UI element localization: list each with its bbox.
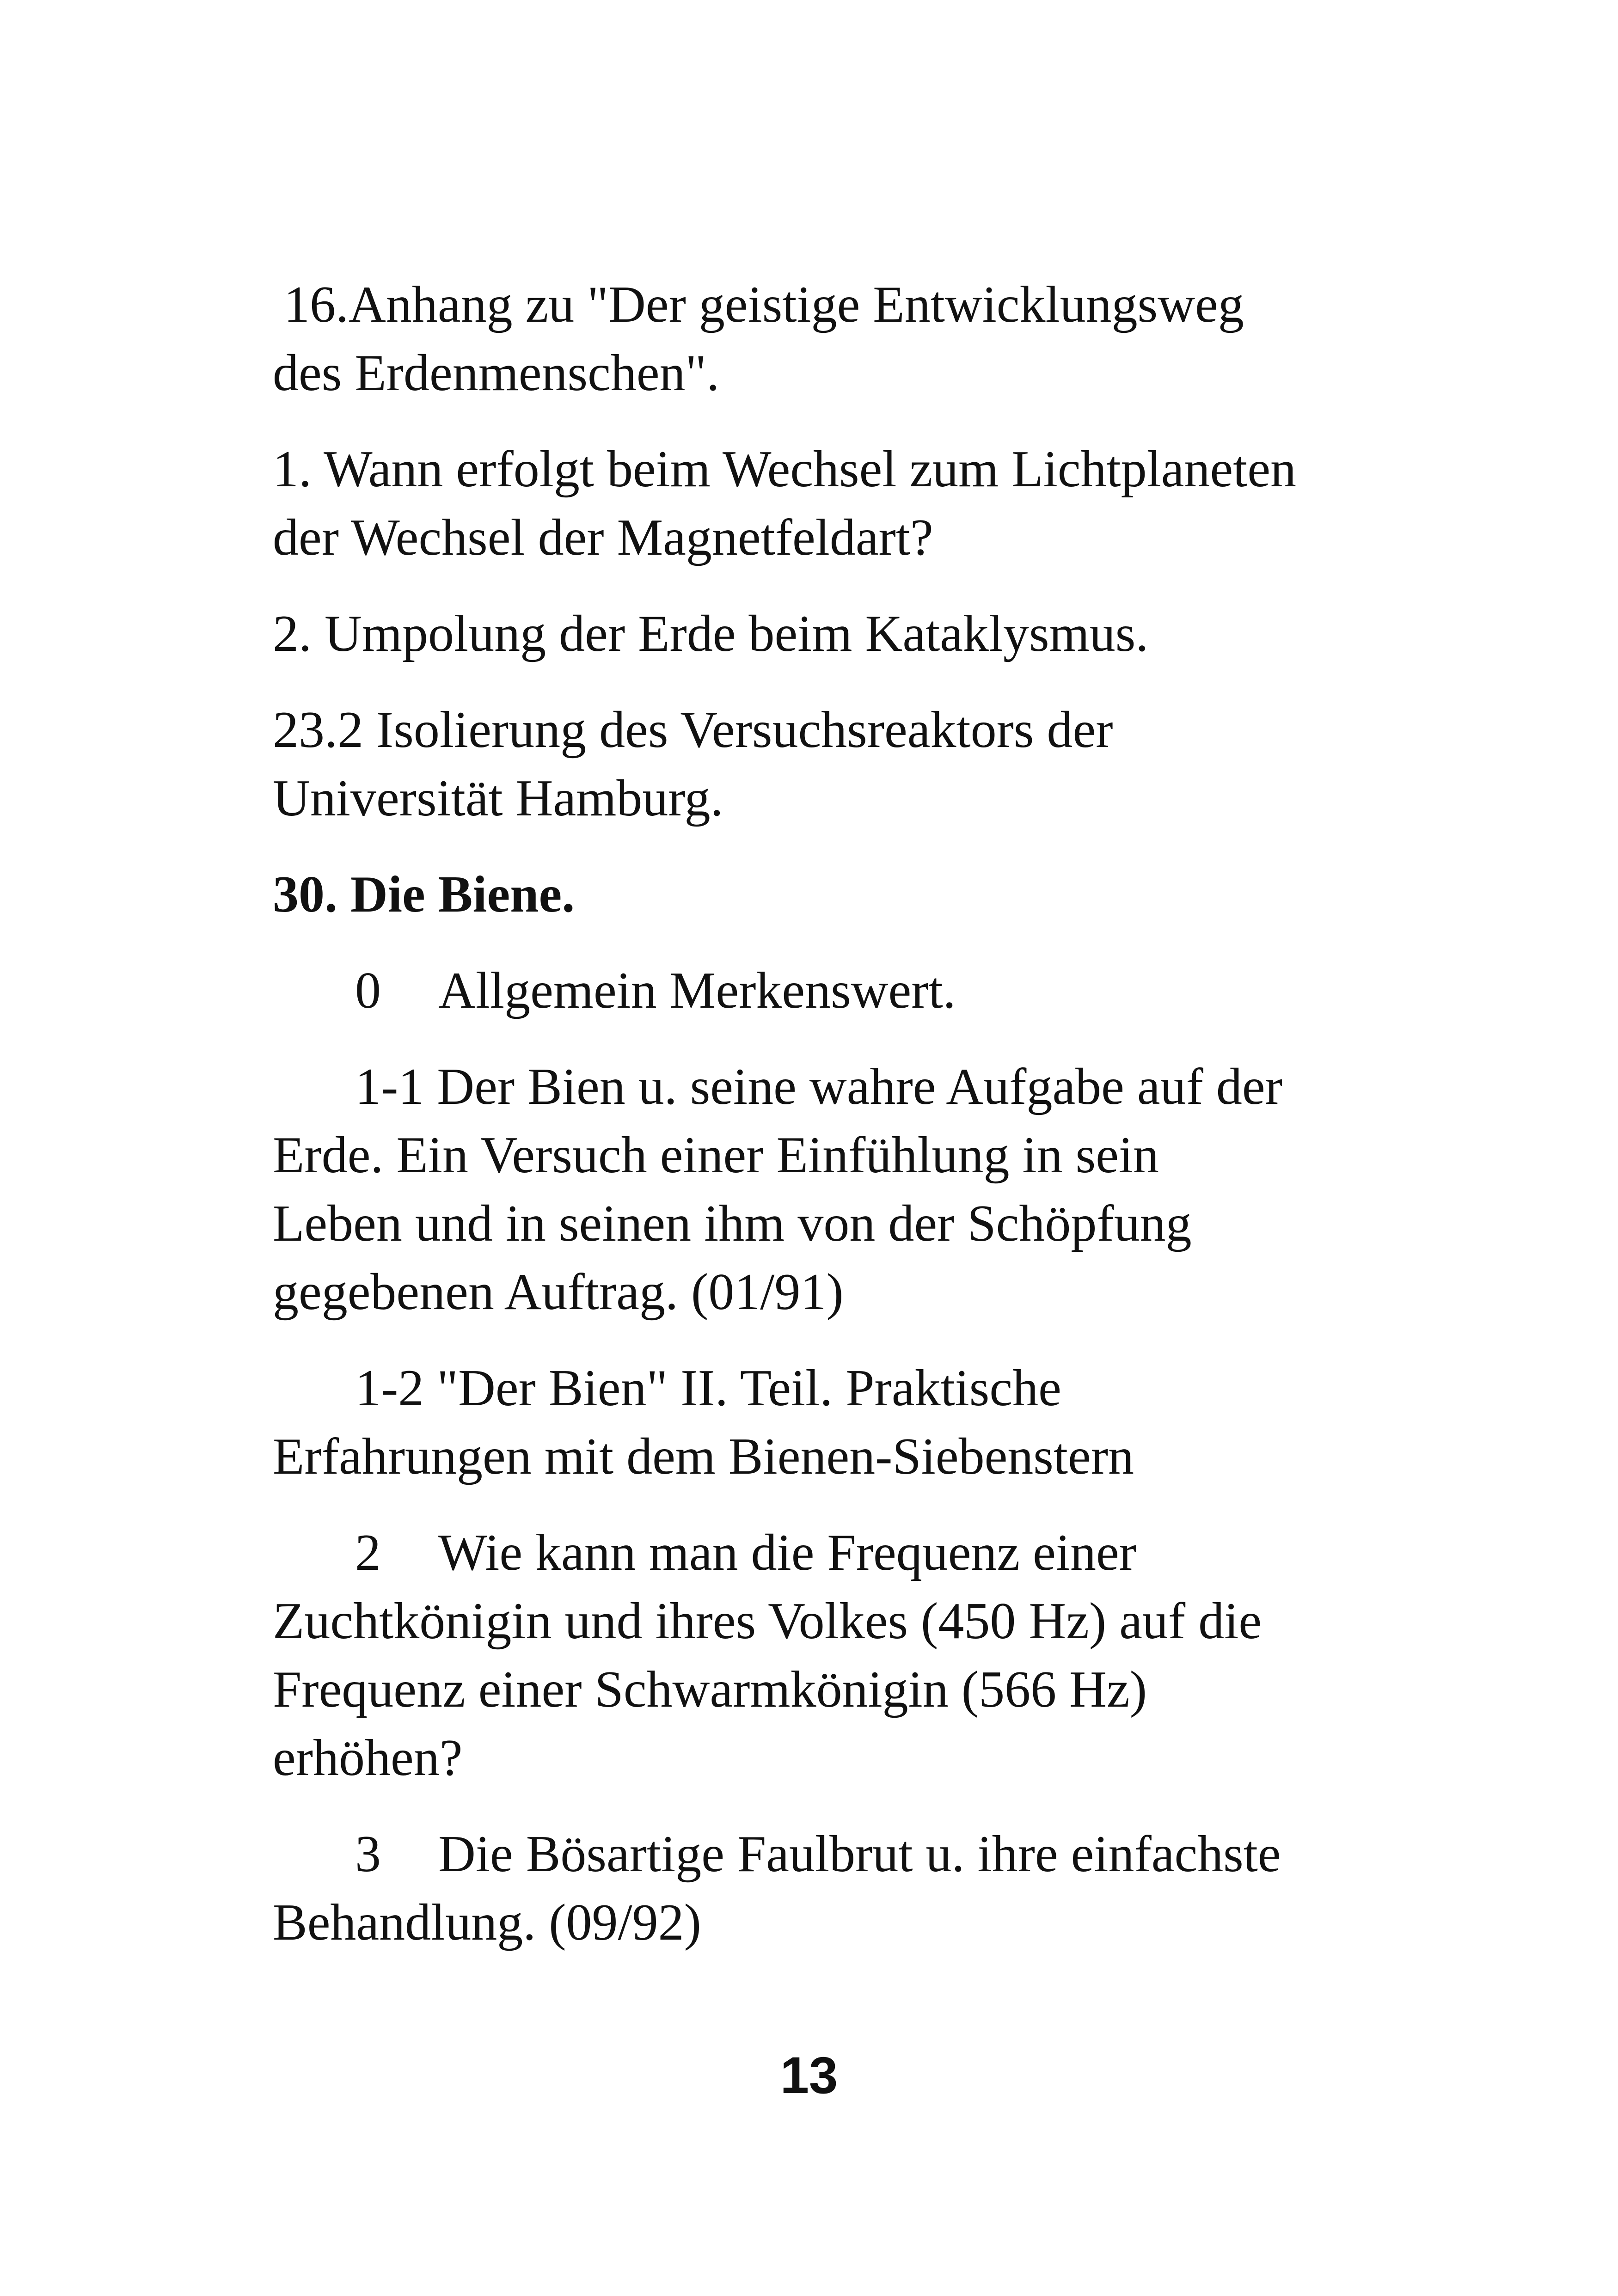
bee-item-2: [273, 1518, 1382, 1792]
text-line: [273, 1518, 1382, 1587]
text-line: 1. Wann erfolgt beim Wechsel zum Lichtplaneten: [273, 441, 1297, 498]
text-line: [273, 1820, 1382, 1888]
item-number: 3: [355, 1825, 381, 1883]
text-line: 1-2 "Der Bien" II. Teil. Praktische: [355, 1359, 1061, 1417]
item-text: Wie kann man die Frequenz einer: [438, 1524, 1136, 1581]
item-text: Allgemein Merkenswert.: [438, 962, 956, 1019]
section-heading-text: 30. Die Biene.: [273, 866, 575, 923]
text-line: erhöhen?: [273, 1729, 463, 1787]
section-heading: [273, 860, 1382, 929]
text-line: des Erdenmenschen".: [273, 344, 720, 402]
text-line: Leben und in seinen ihm von der Schöpfung: [273, 1195, 1192, 1252]
text-line: 23.2 Isolierung des Versuchsreaktors der: [273, 701, 1113, 759]
text-line: Behandlung. (09/92): [273, 1894, 701, 1951]
appendix-16-entry: [273, 270, 1382, 407]
item-23-2-entry: [273, 696, 1382, 833]
text-line: Universität Hamburg.: [273, 770, 723, 827]
item-number: 0: [355, 962, 381, 1019]
text-line: Erfahrungen mit dem Bienen-Siebenstern: [273, 1428, 1134, 1485]
text-line: 2. Umpolung der Erde beim Kataklysmus.: [273, 605, 1149, 662]
item-2-entry: [273, 600, 1382, 668]
bee-item-0: [273, 956, 1382, 1025]
text-line: Zuchtkönigin und ihres Volkes (450 Hz) auf die: [273, 1592, 1262, 1650]
text-line: 16.Anhang zu "Der geistige Entwicklungsweg: [284, 276, 1244, 333]
bee-item-1-2: [273, 1354, 1382, 1491]
text-line: [273, 956, 1382, 1025]
item-1-entry: [273, 435, 1382, 572]
text-line: gegebenen Auftrag. (01/91): [273, 1263, 844, 1321]
text-line: Frequenz einer Schwarmkönigin (566 Hz): [273, 1661, 1147, 1718]
text-line: Erde. Ein Versuch einer Einfühlung in sein: [273, 1127, 1159, 1184]
item-text: Die Bösartige Faulbrut u. ihre einfachste: [438, 1825, 1281, 1883]
text-line: 1-1 Der Bien u. seine wahre Aufgabe auf der: [355, 1058, 1282, 1115]
item-number: 2: [355, 1524, 381, 1581]
page-body: [273, 270, 1382, 1984]
bee-item-1-1: [273, 1053, 1382, 1326]
bee-item-3: [273, 1820, 1382, 1957]
page-number: 13: [780, 2046, 838, 2104]
text-line: der Wechsel der Magnetfeldart?: [273, 509, 933, 566]
